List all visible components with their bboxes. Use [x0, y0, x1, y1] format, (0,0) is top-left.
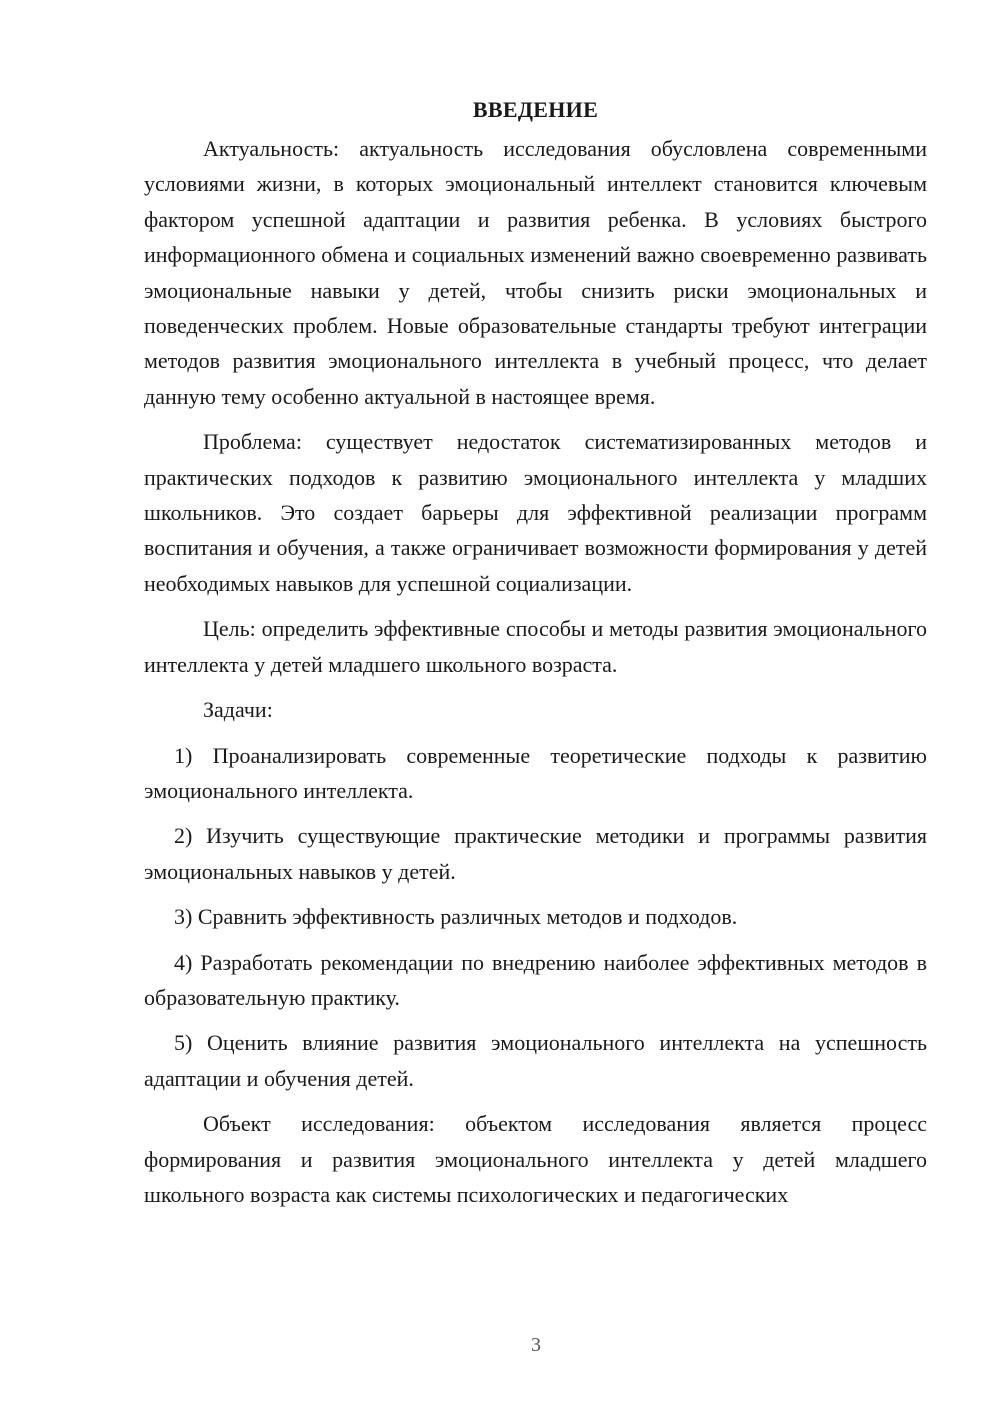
paragraph-object: Объект исследования: объектом исследования является процесс формирования и развития эмоционального интеллекта у детей младшего школьного возраста как системы психологических и педагогических	[144, 1111, 927, 1207]
tasks-heading: Задачи:	[203, 697, 273, 723]
paragraph-problem: Проблема: существует недостаток систематизированных методов и практических подходов к развитию эмоционального интеллекта у младших школьников. Это создает барьеры для эффективной реализации программ воспитания и обучения, а также ограничивает возможности формирования у детей необходимых навыков для успешной социализации.	[144, 429, 927, 596]
task-item-1: 1) Проанализировать современные теоретические подходы к развитию эмоционального интеллекта.	[144, 742, 927, 803]
task-item-4: 4) Разработать рекомендации по внедрению наиболее эффективных методов в образовательную практику.	[144, 949, 927, 1010]
task-item-3: 3) Сравнить эффективность различных методов и подходов.	[174, 904, 738, 930]
task-item-2: 2) Изучить существующие практические методики и программы развития эмоциональных навыков у детей.	[144, 823, 927, 884]
page-title: ВВЕДЕНИЕ	[472, 97, 599, 122]
paragraph-relevance: Актуальность: актуальность исследования обусловлена современными условиями жизни, в которых эмоциональный интеллект становится ключевым фактором успешной адаптации и развития ребенка. В условиях быстрого информационного обмена и социальных изменений важно своевременно развивать эмоциональные навыки у детей, чтобы снизить риски эмоциональных и поведенческих проблем. Новые образовательные стандарты требуют интеграции методов развития эмоционального интеллекта в учебный процесс, что делает данную тему особенно актуальной в настоящее время.	[144, 136, 927, 409]
task-item-5: 5) Оценить влияние развития эмоционального интеллекта на успешность адаптации и обучения детей.	[144, 1030, 927, 1091]
page-number: 3	[531, 1334, 541, 1356]
paragraph-goal: Цель: определить эффективные способы и методы развития эмоционального интеллекта у детей младшего школьного возраста.	[144, 616, 927, 677]
page-content	[144, 92, 927, 1222]
